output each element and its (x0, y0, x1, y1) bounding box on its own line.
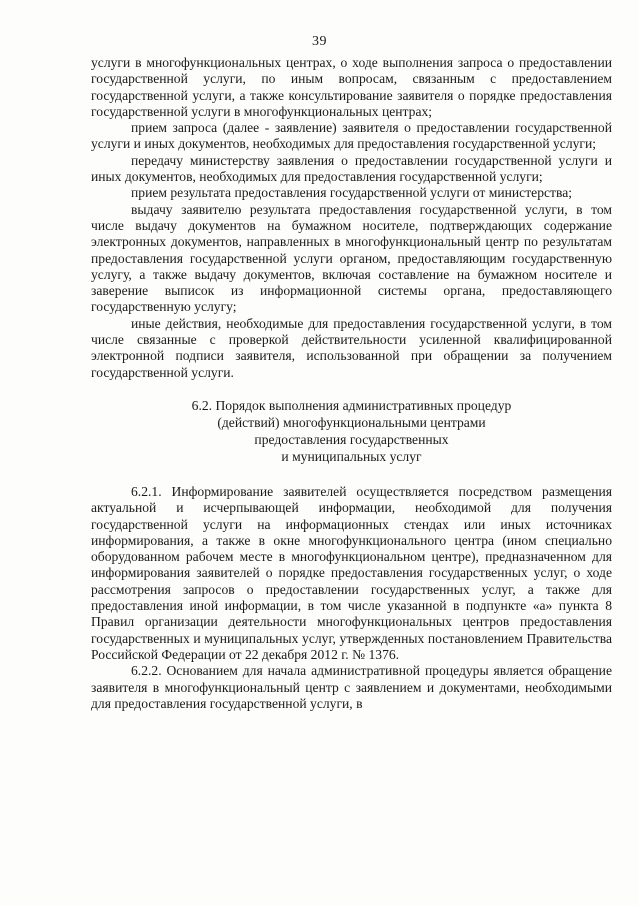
page-number: 39 (312, 34, 327, 49)
section-heading-line: и муниципальных услуг (281, 448, 422, 464)
document-body (91, 55, 612, 712)
paragraph: прием результата предоставления государственной услуги от министерства; (131, 185, 573, 201)
paragraph: услуги в многофункциональных центрах, о ходе выполнения запроса о предоставлении государственной услуги, по иным вопросам, связанным с предоставлением государственной услуги, а также консультирование заявителя о порядке предоставления государственной услуги в многофункциональных центрах; (91, 55, 612, 119)
section-heading-line: предоставления государственных (254, 431, 449, 447)
paragraph: передачу министерству заявления о предоставлении государственной услуги и иных документов, необходимых для предоставления государственной услуги; (91, 152, 612, 185)
paragraph: 6.2.2. Основанием для начала административной процедуры является обращение заявителя в многофункциональный центр с заявлением и документами, необходимыми для предоставления государственной услуги, в (91, 663, 612, 711)
paragraph: 6.2.1. Информирование заявителей осуществляется посредством размещения актуальной и исчерпывающей информации, необходимой для получения государственной услуги на информационных стендах или иных источниках информирования, а также в окне многофункционального центра (ином специально оборудованном рабочем месте в многофункциональном центре), предназначенном для информирования заявителей о порядке предоставления государственных услуг, о ходе рассмотрения запросов о предоставлении государственных услуг, а также для предоставления иной информации, в том числе указанной в подпункте «а» пункта 8 Правил организации деятельности многофункциональных центров предоставления государственных и муниципальных услуг, утвержденных постановлением Правительства Российской Федерации от 22 декабря 2012 г. № 1376. (91, 483, 612, 662)
section-heading-line: 6.2. Порядок выполнения административных процедур (191, 397, 512, 413)
paragraph: прием запроса (далее - заявление) заявителя о предоставлении государственной услуги и иных документов, необходимых для предоставления государственной услуги; (91, 120, 612, 152)
paragraph: выдачу заявителю результата предоставления государственной услуги, в том числе выдачу документов на бумажном носителе, подтверждающих содержание электронных документов, направленных в многофункциональный центр по результатам предоставления государственной услуги органом, предоставляющим государственную услугу, а также выдачу документов, включая составление на бумажном носителе и заверение выписок из информационной системы органа, предоставляющего государственную услугу; (91, 201, 612, 315)
section-heading (91, 397, 612, 465)
section-heading-line: (действий) многофункциональными центрами (217, 414, 486, 430)
paragraph: иные действия, необходимые для предоставления государственной услуги, в том числе связанные с проверкой действительности усиленной квалифицированной электронной подписи заявителя, использованной при обращении за получением государственной услуги. (91, 315, 612, 380)
